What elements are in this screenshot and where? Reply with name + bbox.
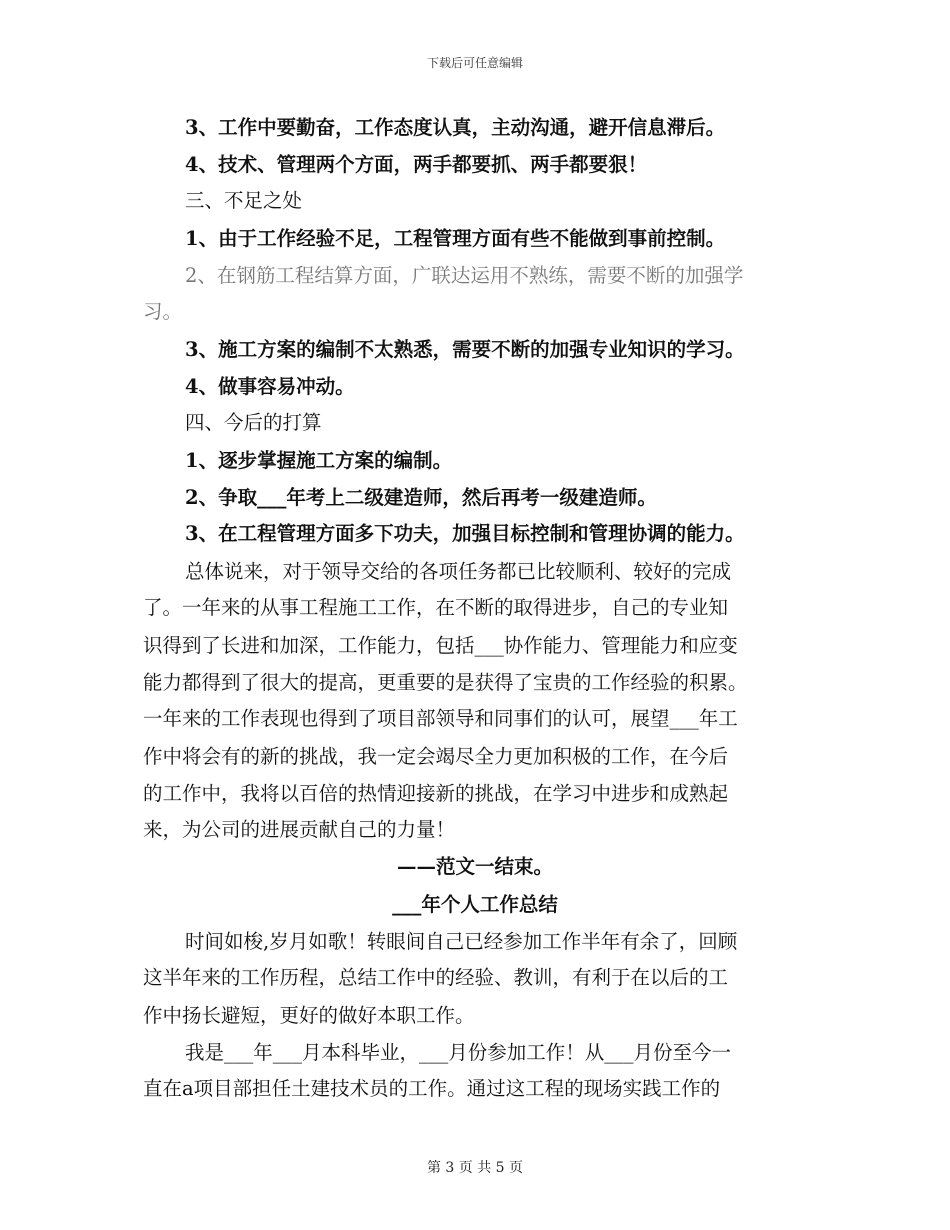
text-line: 4、技术、管理两个方面，两手都要抓、两手都要狠！ xyxy=(185,153,648,176)
page-footer: 第 3 页 共 5 页 xyxy=(426,1160,524,1176)
text-line: 2、在钢筋工程结算方面，广联达运用不熟练，需要不断的加强学 xyxy=(185,264,744,287)
paragraph-line: 这半年来的工作历程，总结工作中的经验、教训，有利于在以后的工 xyxy=(143,966,729,989)
paragraph-line: 时间如梭,岁月如歌！转眼间自己已经参加工作半年有余了，回顾 xyxy=(185,930,738,953)
paragraph-line: 识得到了长进和加深，工作能力，包括___协作能力、管理能力和应变 xyxy=(143,634,738,657)
text-line: 1、由于工作经验不足，工程管理方面有些不能做到事前控制。 xyxy=(185,227,726,250)
page-header: 下载后可任意编辑 xyxy=(426,56,523,70)
paragraph-line: 了。一年来的从事工程施工工作，在不断的取得进步，自己的专业知 xyxy=(143,596,729,619)
text-line: 3、在工程管理方面多下功夫，加强目标控制和管理协调的能力。 xyxy=(185,522,745,545)
paragraph-line: 直在a项目部担任土建技术员的工作。通过这工程的现场实践工作的 xyxy=(143,1077,721,1100)
paragraph-line: 我是___年___月本科毕业，___月份参加工作！从___月份至今一 xyxy=(185,1041,732,1064)
paragraph-line: 一年来的工作表现也得到了项目部领导和同事们的认可，展望___年工 xyxy=(143,707,738,730)
end-marker: ——范文一结束。 xyxy=(396,855,553,878)
paragraph-line: 能力都得到了很大的提高，更重要的是获得了宝贵的工作经验的积累。 xyxy=(143,671,748,694)
section-heading: 三、不足之处 xyxy=(185,189,303,212)
text-line: 习。 xyxy=(143,300,183,323)
text-line: 2、争取___年考上二级建造师，然后再考一级建造师。 xyxy=(185,486,657,509)
section-heading: 四、今后的打算 xyxy=(185,411,322,434)
text-line: 3、施工方案的编制不太熟悉，需要不断的加强专业知识的学习。 xyxy=(185,338,745,361)
paragraph-line: 的工作中，我将以百倍的热情迎接新的挑战，在学习中进步和成熟起 xyxy=(143,782,729,805)
paragraph-line: 总体说来，对于领导交给的各项任务都已比较顺利、较好的完成 xyxy=(185,560,732,583)
text-line: 3、工作中要勤奋，工作态度认真，主动沟通，避开信息滞后。 xyxy=(185,116,726,139)
text-line: 1、逐步掌握施工方案的编制。 xyxy=(185,449,453,472)
document-title: ___年个人工作总结 xyxy=(392,893,558,916)
text-line: 4、做事容易冲动。 xyxy=(185,375,355,398)
paragraph-line: 来，为公司的进展贡献自己的力量！ xyxy=(143,818,456,841)
paragraph-line: 作中将会有的新的挑战，我一定会竭尽全力更加积极的工作，在今后 xyxy=(143,745,729,768)
paragraph-line: 作中扬长避短，更好的做好本职工作。 xyxy=(143,1004,475,1027)
